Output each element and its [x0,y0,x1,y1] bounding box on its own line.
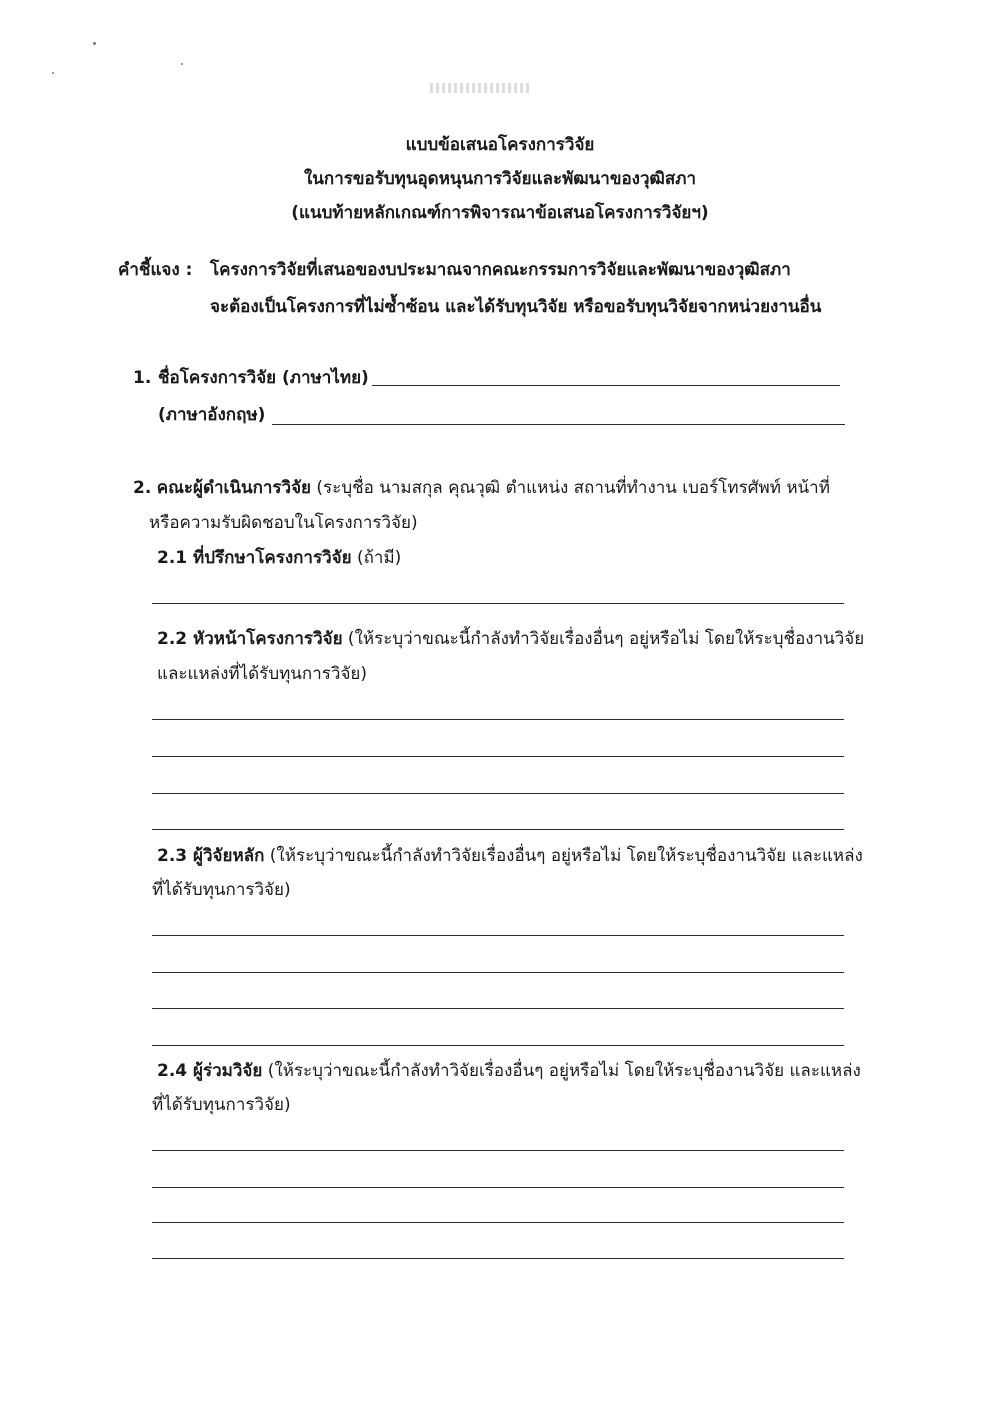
section-2-3-heading [157,845,863,867]
section-2-2-title: 2.2 หัวหน้าโครงการวิจัย [157,629,343,649]
project-leader-field-line[interactable] [152,793,844,794]
section-1-number: 1. [133,368,152,388]
form-subtitle: ในการขอรับทุนอุดหนุนการวิจัยและพัฒนาของวุฒิสภา [303,169,696,189]
principal-researcher-field-line[interactable] [152,1008,844,1009]
faint-stamp-mark [430,83,530,93]
section-1-thai-label: ชื่อโครงการวิจัย (ภาษาไทย) [158,368,369,388]
project-leader-field-line[interactable] [152,719,844,720]
section-2-3-note-line-2: ที่ได้รับทุนการวิจัย) [152,880,291,900]
instructions-label: คำชี้แจง : [118,260,193,280]
section-2-3-note: (ให้ระบุว่าขณะนี้กำลังทำวิจัยเรื่องอื่นๆ อยู่หรือไม่ โดยให้ระบุชื่องานวิจัย และแหล่ง [264,846,863,866]
section-2-1-heading [157,547,401,569]
section-2-description: (ระบุชื่อ นามสกุล คุณวุฒิ ตำแหน่ง สถานที่ทำงาน เบอร์โทรศัพท์ หน้าที่ [311,478,830,498]
principal-researcher-field-line[interactable] [152,935,844,936]
section-2-2-note: (ให้ระบุว่าขณะนี้กำลังทำวิจัยเรื่องอื่นๆ อยู่หรือไม่ โดยให้ระบุชื่องานวิจัย [342,629,865,649]
section-2-3-title: 2.3 ผู้วิจัยหลัก [157,846,265,866]
co-researcher-field-line[interactable] [152,1222,844,1223]
form-attachment-note: (แนบท้ายหลักเกณฑ์การพิจารณาข้อเสนอโครงการวิจัยฯ) [291,203,709,223]
section-2-4-title: 2.4 ผู้ร่วมวิจัย [157,1061,263,1081]
project-leader-field-line[interactable] [152,829,844,830]
section-1-english-label: (ภาษาอังกฤษ) [158,405,266,425]
project-leader-field-line[interactable] [152,756,844,757]
section-2-2-heading [157,628,864,650]
project-name-thai-field[interactable] [372,385,840,386]
section-2-1-title: 2.1 ที่ปรึกษาโครงการวิจัย [157,548,352,568]
section-2-description-line-2: หรือความรับผิดชอบในโครงการวิจัย) [149,513,418,533]
section-2-number: 2. [133,478,152,498]
section-2-heading [133,477,830,499]
principal-researcher-field-line[interactable] [152,1045,844,1046]
co-researcher-field-line[interactable] [152,1258,844,1259]
co-researcher-field-line[interactable] [152,1187,844,1188]
section-2-4-note: (ให้ระบุว่าขณะนี้กำลังทำวิจัยเรื่องอื่นๆ อยู่หรือไม่ โดยให้ระบุชื่องานวิจัย และแหล่ง [262,1061,861,1081]
scan-speck [52,72,54,74]
section-2-title: คณะผู้ดำเนินการวิจัย [156,478,312,498]
section-2-2-note-line-2: และแหล่งที่ได้รับทุนการวิจัย) [157,664,368,684]
section-2-4-heading [157,1060,861,1082]
scan-speck [181,63,183,65]
instructions-line-2: จะต้องเป็นโครงการที่ไม่ซ้ำซ้อน และได้รับทุนวิจัย หรือขอรับทุนวิจัยจากหน่วยงานอื่น [210,297,822,317]
section-2-4-note-line-2: ที่ได้รับทุนการวิจัย) [152,1095,291,1115]
principal-researcher-field-line[interactable] [152,972,844,973]
project-name-english-field[interactable] [272,424,845,425]
form-title: แบบข้อเสนอโครงการวิจัย [405,135,595,155]
instructions-line-1: โครงการวิจัยที่เสนอของบประมาณจากคณะกรรมการวิจัยและพัฒนาของวุฒิสภา [210,260,791,280]
co-researcher-field-line[interactable] [152,1150,844,1151]
section-2-1-note: (ถ้ามี) [351,548,402,568]
advisor-field-line[interactable] [152,603,844,604]
scan-speck [93,42,96,45]
